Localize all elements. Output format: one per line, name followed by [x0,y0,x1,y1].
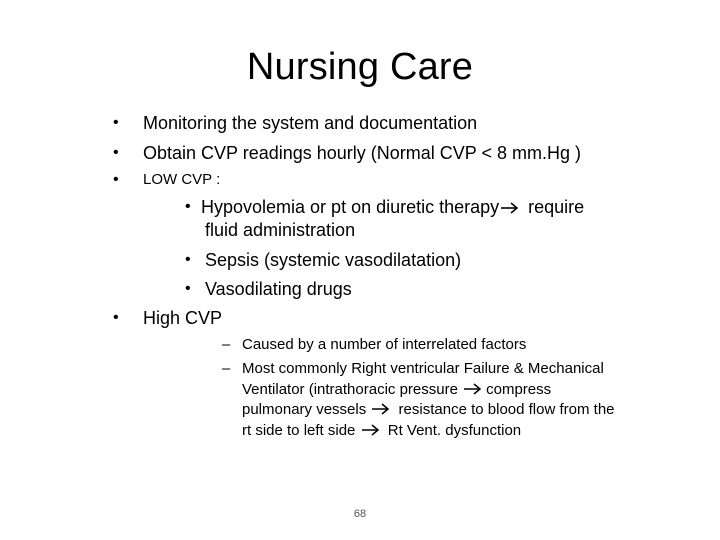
low-cvp-item-hypovolemia-cont: fluid administration [205,220,356,240]
pulmonary-text: pulmonary vessels [242,401,371,418]
high-cvp-item-pulmonary [242,400,615,420]
right-arrow-icon [371,403,391,415]
high-cvp-item-caused: Caused by a number of interrelated factors [242,336,527,353]
compress-text: compress [486,381,552,398]
require-text: require [523,197,585,217]
hypovolemia-text: Hypovolemia or pt on diuretic therapy [201,197,500,217]
bullet-dot: • [113,309,119,326]
en-dash: – [222,336,231,353]
resistance-text: resistance to blood flow from the [394,401,615,418]
bullet-dot: • [113,144,119,161]
right-arrow-icon [463,383,483,395]
bullet-text-monitoring: Monitoring the system and documentation [143,113,478,133]
bullet-text-low-cvp: LOW CVP : [143,171,221,188]
low-cvp-item-vasodilating: Vasodilating drugs [205,279,352,299]
slide-title: Nursing Care [246,46,474,88]
low-cvp-item-hypovolemia [201,196,584,218]
bullet-text-high-cvp: High CVP [143,308,223,328]
rt-side-text: rt side to left side [242,422,360,439]
bullet-dot: • [113,114,119,131]
page-number: 68 [353,508,367,520]
rt-vent-text: Rt Vent. dysfunction [383,422,522,439]
right-arrow-icon [361,424,381,436]
bullet-text-obtain-cvp: Obtain CVP readings hourly (Normal CVP < 8 mm.Hg ) [143,143,582,163]
bullet-dot: • [185,280,191,297]
right-arrow-icon [500,202,520,214]
high-cvp-item-ventilator [242,380,551,400]
bullet-dot: • [113,171,119,188]
high-cvp-item-most-commonly: Most commonly Right ventricular Failure & Mechanical [242,360,604,377]
bullet-dot: • [185,251,191,268]
en-dash: – [222,360,231,377]
bullet-dot: • [185,198,191,215]
low-cvp-item-sepsis: Sepsis (systemic vasodilatation) [205,250,462,270]
high-cvp-item-rt-side [242,421,521,441]
ventilator-text: Ventilator (intrathoracic pressure [242,381,463,398]
